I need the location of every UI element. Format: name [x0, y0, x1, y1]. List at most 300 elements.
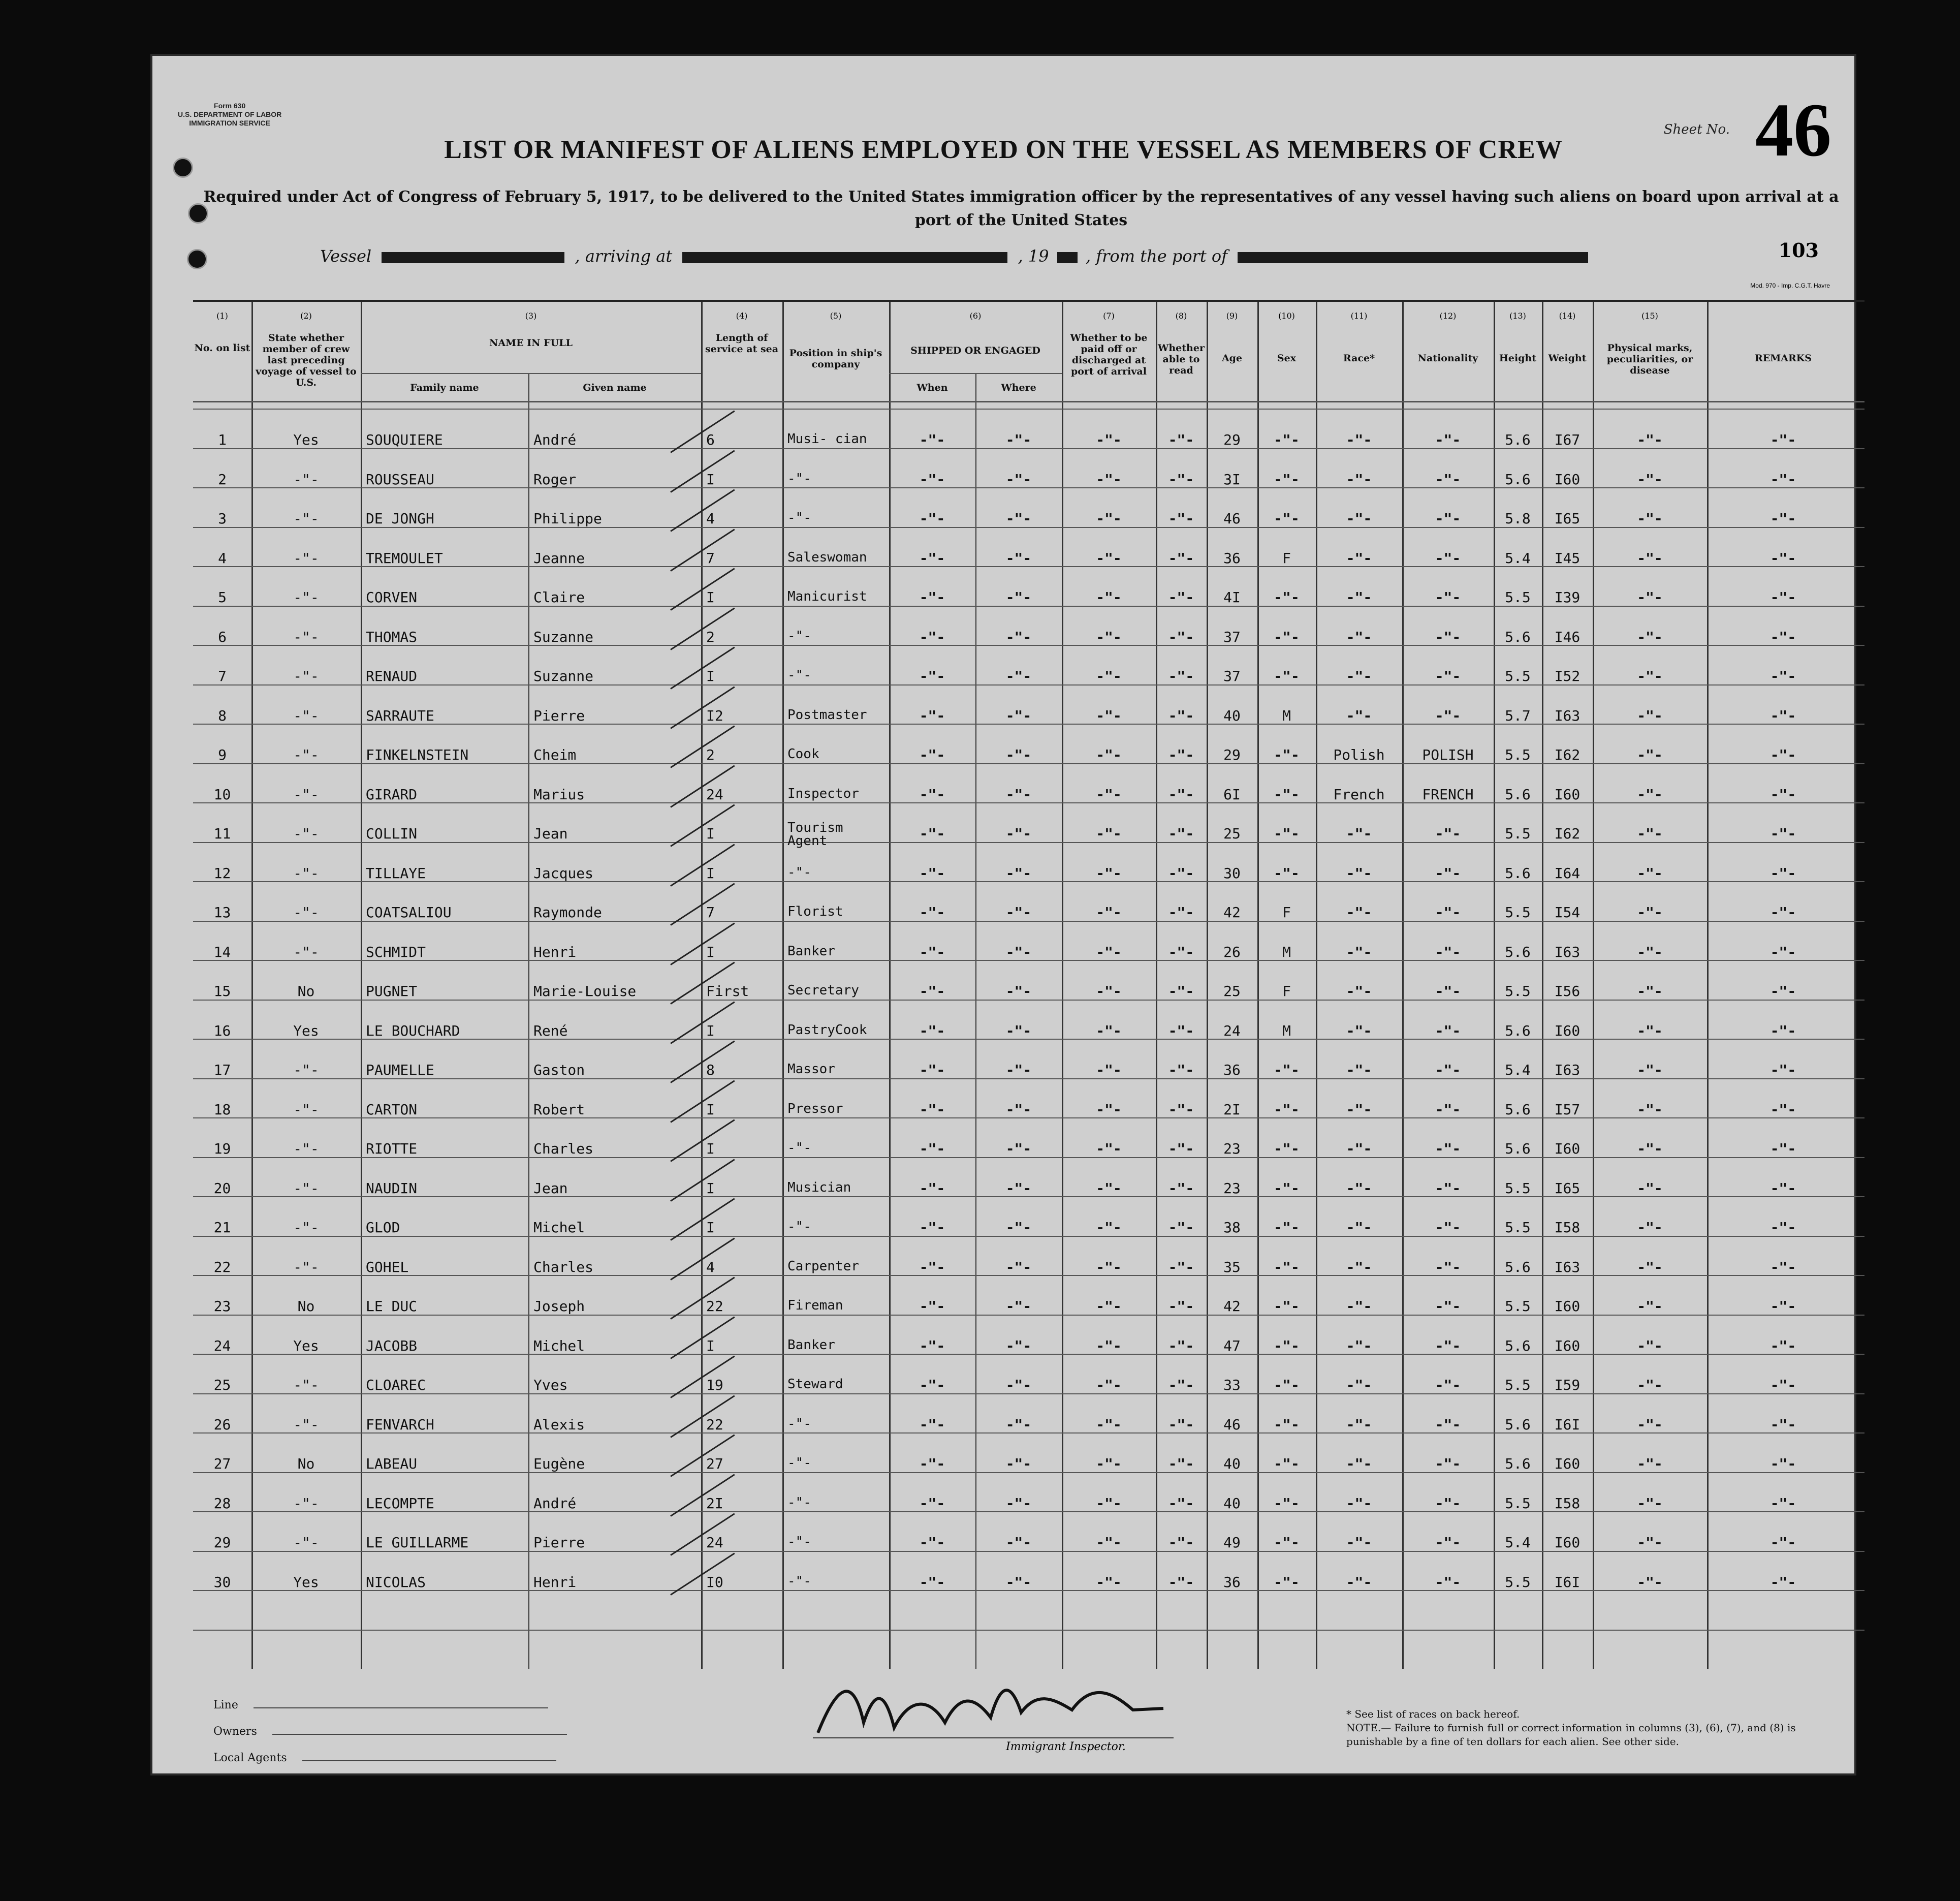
header-physical-marks: Physical marks, peculiarities, or disease: [1606, 342, 1693, 376]
height: 5.5: [1505, 983, 1531, 1000]
header-where: Where: [1001, 382, 1036, 393]
ditto-mark: -"-: [1435, 1573, 1461, 1591]
ditto-mark: -"-: [1168, 1377, 1194, 1393]
given-name: Michel: [533, 1337, 585, 1354]
family-name: ROUSSEAU: [366, 471, 434, 488]
given-name: Roger: [533, 471, 577, 488]
ditto-mark: -"-: [1346, 1416, 1372, 1433]
previous-voyage: -"-: [293, 1179, 319, 1197]
ditto-mark: -"-: [1005, 1534, 1032, 1551]
ditto-mark: -"-: [1770, 510, 1796, 527]
ditto-mark: -"-: [919, 628, 945, 645]
row-number: 7: [218, 668, 227, 684]
position: -"-: [787, 1416, 811, 1431]
ditto-mark: -"-: [1274, 1377, 1300, 1393]
ditto-mark: -"-: [1005, 746, 1032, 763]
weight: I58: [1554, 1219, 1580, 1236]
ditto-mark: -"-: [919, 1140, 945, 1157]
column-number: (3): [525, 311, 537, 321]
position: -"-: [787, 471, 811, 486]
header-previous-voyage: State whether member of crew last preceding voyage of vessel to U.S.: [256, 332, 357, 388]
sex: F: [1282, 983, 1291, 1000]
previous-voyage: -"-: [293, 1416, 319, 1433]
ditto-mark: -"-: [1096, 549, 1122, 567]
age: 33: [1223, 1377, 1241, 1393]
race: French: [1333, 786, 1385, 803]
length-of-service: I: [706, 589, 715, 606]
ditto-mark: -"-: [1168, 904, 1194, 921]
ditto-mark: -"-: [1168, 549, 1194, 567]
given-name: Claire: [533, 589, 585, 606]
row-rule: [193, 401, 1864, 402]
sex: M: [1282, 943, 1291, 960]
ditto-mark: -"-: [1274, 1140, 1300, 1157]
column-rule: [782, 302, 784, 1669]
row-number: 28: [213, 1494, 231, 1512]
ditto-mark: -"-: [1168, 1062, 1194, 1078]
given-name: Robert: [533, 1101, 585, 1118]
position: Saleswoman: [787, 549, 867, 565]
family-name: GIRARD: [366, 786, 418, 803]
ditto-mark: -"-: [1005, 1573, 1032, 1591]
family-name: LECOMPTE: [366, 1494, 434, 1512]
ditto-mark: -"-: [919, 1377, 945, 1393]
ditto-mark: -"-: [1346, 589, 1372, 606]
length-of-service: 6: [706, 431, 715, 448]
ditto-mark: -"-: [1346, 904, 1372, 921]
ditto-mark: -"-: [1637, 904, 1663, 921]
column-number: (9): [1226, 311, 1238, 321]
column-rule: [701, 302, 703, 1669]
ditto-mark: -"-: [1096, 1455, 1122, 1472]
ditto-mark: -"-: [1274, 1573, 1300, 1591]
length-of-service: I: [706, 825, 715, 842]
given-name: Marie-Louise: [533, 983, 637, 1000]
family-name: LABEAU: [366, 1455, 418, 1472]
ditto-mark: -"-: [919, 1298, 945, 1315]
header-able-to-read: Whether able to read: [1158, 342, 1205, 376]
family-name: PUGNET: [366, 983, 418, 1000]
form-number: Form 630: [214, 102, 246, 110]
age: 37: [1223, 668, 1241, 684]
previous-voyage: -"-: [293, 1377, 319, 1393]
weight: I56: [1554, 983, 1580, 1000]
ditto-mark: -"-: [1637, 1101, 1663, 1118]
family-name: TILLAYE: [366, 864, 426, 882]
given-name: Marius: [533, 786, 585, 803]
arriving-label: , arriving at: [575, 246, 673, 266]
agents-underline: [302, 1760, 556, 1761]
age: 23: [1223, 1179, 1241, 1197]
row-number: 9: [218, 746, 227, 763]
ditto-mark: -"-: [1637, 1179, 1663, 1197]
ditto-mark: -"-: [1005, 786, 1032, 803]
row-number: 30: [213, 1573, 231, 1591]
ditto-mark: -"-: [1770, 589, 1796, 606]
ditto-mark: -"-: [1346, 864, 1372, 882]
age: 25: [1223, 983, 1241, 1000]
ditto-mark: -"-: [1770, 1455, 1796, 1472]
ditto-mark: -"-: [1274, 1337, 1300, 1354]
height: 5.5: [1505, 1179, 1531, 1197]
owners-label: Owners: [213, 1725, 257, 1738]
ditto-mark: -"-: [1096, 864, 1122, 882]
ditto-mark: -"-: [1168, 1140, 1194, 1157]
ditto-mark: -"-: [1346, 1573, 1372, 1591]
ditto-mark: -"-: [1005, 1219, 1032, 1236]
length-of-service: I: [706, 1101, 715, 1118]
ditto-mark: -"-: [1770, 1219, 1796, 1236]
subtitle-line-1: Required under Act of Congress of February 5, 1917, to be delivered to the United States immigration officer by the representatives of any vessel having such aliens on board upon arrival at a: [203, 188, 1839, 206]
family-name: CLOAREC: [366, 1377, 426, 1393]
age: 26: [1223, 943, 1241, 960]
ditto-mark: -"-: [1168, 1022, 1194, 1039]
age: 47: [1223, 1337, 1241, 1354]
weight: I63: [1554, 943, 1580, 960]
height: 5.6: [1505, 1258, 1531, 1275]
footer-labels: [213, 1692, 567, 1771]
ditto-mark: -"-: [1346, 1494, 1372, 1512]
family-name: SARRAUTE: [366, 707, 434, 724]
agents-field: [213, 1745, 567, 1771]
length-of-service: 22: [706, 1416, 723, 1433]
owners-underline: [272, 1734, 567, 1735]
weight: I65: [1554, 1179, 1580, 1197]
row-number: 29: [213, 1534, 231, 1551]
family-name: NICOLAS: [366, 1573, 426, 1591]
height: 5.4: [1505, 549, 1531, 567]
ditto-mark: -"-: [1770, 864, 1796, 882]
previous-voyage: -"-: [293, 904, 319, 921]
height: 5.5: [1505, 589, 1531, 606]
ditto-mark: -"-: [1005, 864, 1032, 882]
given-name: Suzanne: [533, 628, 594, 645]
position: Carpenter: [787, 1258, 859, 1274]
ditto-mark: -"-: [919, 431, 945, 448]
position: -"-: [787, 1534, 811, 1549]
header-length-of-service: Length of service at sea: [705, 332, 779, 355]
ditto-mark: -"-: [1770, 1377, 1796, 1393]
ditto-mark: -"-: [1435, 1337, 1461, 1354]
year-label: , 19: [1018, 246, 1049, 266]
ditto-mark: -"-: [1346, 1337, 1372, 1354]
ditto-mark: -"-: [1637, 1140, 1663, 1157]
ditto-mark: -"-: [1346, 549, 1372, 567]
ditto-mark: -"-: [1005, 1062, 1032, 1078]
length-of-service: I: [706, 668, 715, 684]
height: 5.6: [1505, 1101, 1531, 1118]
weight: I62: [1554, 825, 1580, 842]
ditto-mark: -"-: [1346, 1101, 1372, 1118]
ditto-mark: -"-: [1435, 1258, 1461, 1275]
age: 4I: [1223, 589, 1241, 606]
given-name: Jean: [533, 825, 568, 842]
position: -"-: [787, 628, 811, 644]
row-number: 26: [213, 1416, 231, 1433]
position: Inspector: [787, 786, 859, 801]
subtitle: [183, 185, 1859, 232]
ditto-mark: -"-: [1346, 1258, 1372, 1275]
position: Steward: [787, 1377, 843, 1392]
ditto-mark: -"-: [1096, 943, 1122, 960]
ditto-mark: -"-: [1005, 628, 1032, 645]
penalty-note: NOTE.— Failure to furnish full or correct information in columns (3), (6), (7), and (8) is punishable by a fine of ten dollars for each alien. See other side.: [1346, 1722, 1796, 1748]
row-number: 8: [218, 707, 227, 724]
ditto-mark: -"-: [1096, 1416, 1122, 1433]
age: 36: [1223, 549, 1241, 567]
ditto-mark: -"-: [1168, 786, 1194, 803]
weight: I64: [1554, 864, 1580, 882]
ditto-mark: -"-: [1770, 786, 1796, 803]
ditto-mark: -"-: [1346, 1298, 1372, 1315]
previous-voyage: -"-: [293, 707, 319, 724]
height: 5.5: [1505, 668, 1531, 684]
weight: I63: [1554, 1258, 1580, 1275]
line-label: Line: [213, 1699, 238, 1711]
length-of-service: 7: [706, 904, 715, 921]
header-remarks: REMARKS: [1754, 353, 1812, 364]
family-name: LE DUC: [366, 1298, 418, 1315]
family-name: RENAUD: [366, 668, 418, 684]
row-rule: [193, 409, 1864, 410]
ditto-mark: -"-: [1005, 1416, 1032, 1433]
family-name: GOHEL: [366, 1258, 409, 1275]
previous-voyage: -"-: [293, 943, 319, 960]
previous-voyage: -"-: [293, 510, 319, 527]
ditto-mark: -"-: [919, 1022, 945, 1039]
age: 30: [1223, 864, 1241, 882]
row-number: 5: [218, 589, 227, 606]
ditto-mark: -"-: [1435, 1534, 1461, 1551]
ditto-mark: -"-: [919, 904, 945, 921]
row-number: 25: [213, 1377, 231, 1393]
subtitle-line-2: port of the United States: [914, 211, 1128, 229]
length-of-service: 4: [706, 510, 715, 527]
weight: I60: [1554, 1455, 1580, 1472]
weight: I60: [1554, 1534, 1580, 1551]
previous-voyage: -"-: [293, 1140, 319, 1157]
sheet-number: 46: [1755, 88, 1831, 172]
ditto-mark: -"-: [1096, 1534, 1122, 1551]
ditto-mark: -"-: [1435, 825, 1461, 842]
ditto-mark: -"-: [1005, 1298, 1032, 1315]
ditto-mark: -"-: [1274, 825, 1300, 842]
ditto-mark: -"-: [1770, 549, 1796, 567]
sex: M: [1282, 1022, 1291, 1039]
header-family-name: Family name: [410, 382, 479, 393]
ditto-mark: -"-: [1274, 1101, 1300, 1118]
given-name: André: [533, 431, 577, 448]
family-name: SCHMIDT: [366, 943, 426, 960]
family-name: NAUDIN: [366, 1179, 418, 1197]
ditto-mark: -"-: [1770, 1022, 1796, 1039]
ditto-mark: -"-: [1096, 746, 1122, 763]
ditto-mark: -"-: [1096, 904, 1122, 921]
height: 5.6: [1505, 1022, 1531, 1039]
given-name: Jacques: [533, 864, 594, 882]
agents-label: Local Agents: [213, 1752, 287, 1764]
given-name: Henri: [533, 943, 577, 960]
height: 5.4: [1505, 1534, 1531, 1551]
ditto-mark: -"-: [1096, 1022, 1122, 1039]
age: 40: [1223, 707, 1241, 724]
row-number: 3: [218, 510, 227, 527]
ditto-mark: -"-: [1005, 1494, 1032, 1512]
ditto-mark: -"-: [1770, 628, 1796, 645]
ditto-mark: -"-: [1637, 668, 1663, 684]
ditto-mark: -"-: [1435, 1101, 1461, 1118]
ditto-mark: -"-: [1274, 471, 1300, 488]
ditto-mark: -"-: [1168, 1179, 1194, 1197]
weight: I52: [1554, 668, 1580, 684]
given-name: Jean: [533, 1179, 568, 1197]
ditto-mark: -"-: [1770, 1416, 1796, 1433]
ditto-mark: -"-: [1096, 589, 1122, 606]
height: 5.6: [1505, 1416, 1531, 1433]
ditto-mark: -"-: [1637, 1494, 1663, 1512]
previous-voyage: -"-: [293, 668, 319, 684]
family-name: LE BOUCHARD: [366, 1022, 460, 1039]
ditto-mark: -"-: [1274, 510, 1300, 527]
previous-voyage: -"-: [293, 1258, 319, 1275]
header-age: Age: [1221, 353, 1243, 364]
ditto-mark: -"-: [1168, 1494, 1194, 1512]
column-number: (15): [1641, 311, 1658, 321]
ditto-mark: -"-: [919, 983, 945, 1000]
ditto-mark: -"-: [1005, 1022, 1032, 1039]
length-of-service: I0: [706, 1573, 723, 1591]
age: 40: [1223, 1494, 1241, 1512]
sheet-number-label: Sheet No.: [1663, 122, 1730, 137]
column-number: (7): [1103, 311, 1115, 321]
ditto-mark: -"-: [919, 668, 945, 684]
ditto-mark: -"-: [1096, 1258, 1122, 1275]
age: 46: [1223, 1416, 1241, 1433]
previous-voyage: Yes: [293, 1022, 319, 1039]
length-of-service: 2: [706, 746, 715, 763]
weight: I62: [1554, 746, 1580, 763]
age: 23: [1223, 1140, 1241, 1157]
ditto-mark: -"-: [1168, 471, 1194, 488]
row-number: 17: [213, 1062, 231, 1078]
column-rule: [975, 373, 976, 1669]
ditto-mark: -"-: [1346, 1062, 1372, 1078]
column-number: (14): [1559, 311, 1576, 321]
row-number: 18: [213, 1101, 231, 1118]
given-name: Pierre: [533, 707, 585, 724]
given-name: Pierre: [533, 1534, 585, 1551]
family-name: PAUMELLE: [366, 1062, 434, 1078]
ditto-mark: -"-: [1435, 510, 1461, 527]
position: -"-: [787, 510, 811, 525]
ditto-mark: -"-: [1637, 471, 1663, 488]
inspector-label: Immigrant Inspector.: [1006, 1740, 1126, 1753]
previous-voyage: -"-: [293, 1219, 319, 1236]
ditto-mark: -"-: [1274, 1416, 1300, 1433]
ditto-mark: -"-: [1096, 1337, 1122, 1354]
ditto-mark: -"-: [1637, 1022, 1663, 1039]
ditto-mark: -"-: [1168, 589, 1194, 606]
ditto-mark: -"-: [1168, 628, 1194, 645]
ditto-mark: -"-: [1346, 825, 1372, 842]
age: 3I: [1223, 471, 1241, 488]
ditto-mark: -"-: [1346, 510, 1372, 527]
form-identifier: [178, 102, 281, 128]
ditto-mark: -"-: [1435, 943, 1461, 960]
ditto-mark: -"-: [1096, 983, 1122, 1000]
family-name: GLOD: [366, 1219, 400, 1236]
ditto-mark: -"-: [1435, 1219, 1461, 1236]
ditto-mark: -"-: [1346, 431, 1372, 448]
ditto-mark: -"-: [1005, 549, 1032, 567]
ditto-mark: -"-: [919, 1573, 945, 1591]
ditto-mark: -"-: [1637, 1258, 1663, 1275]
ditto-mark: -"-: [1346, 668, 1372, 684]
family-name: DE JONGH: [366, 510, 434, 527]
height: 5.5: [1505, 1298, 1531, 1315]
age: 24: [1223, 1022, 1241, 1039]
ditto-mark: -"-: [1435, 589, 1461, 606]
ditto-mark: -"-: [1168, 1534, 1194, 1551]
position: Pressor: [787, 1101, 843, 1116]
ditto-mark: -"-: [1274, 1455, 1300, 1472]
ditto-mark: -"-: [1168, 983, 1194, 1000]
ditto-mark: -"-: [1168, 825, 1194, 842]
ditto-mark: -"-: [1168, 431, 1194, 448]
family-name: FENVARCH: [366, 1416, 434, 1433]
previous-voyage: Yes: [293, 1573, 319, 1591]
ditto-mark: -"-: [1346, 1377, 1372, 1393]
previous-voyage: -"-: [293, 1101, 319, 1118]
previous-voyage: No: [297, 983, 315, 1000]
ditto-mark: -"-: [1637, 943, 1663, 960]
ditto-mark: -"-: [1637, 864, 1663, 882]
ditto-mark: -"-: [1274, 746, 1300, 763]
ditto-mark: -"-: [919, 471, 945, 488]
ditto-mark: -"-: [1005, 510, 1032, 527]
ditto-mark: -"-: [1770, 1258, 1796, 1275]
ditto-mark: -"-: [1435, 1494, 1461, 1512]
previous-voyage: -"-: [293, 1494, 319, 1512]
header-height: Height: [1499, 353, 1537, 364]
ditto-mark: -"-: [1435, 707, 1461, 724]
ditto-mark: -"-: [1346, 1179, 1372, 1197]
arrival-port-redacted: [682, 252, 1007, 263]
given-name: Suzanne: [533, 668, 594, 684]
header-nationality: Nationality: [1417, 353, 1478, 364]
row-number: 24: [213, 1337, 231, 1354]
ditto-mark: -"-: [1005, 1179, 1032, 1197]
family-name: COLLIN: [366, 825, 418, 842]
department-name: U.S. DEPARTMENT OF LABOR: [178, 110, 282, 118]
race: Polish: [1333, 746, 1385, 763]
ditto-mark: -"-: [1770, 1101, 1796, 1118]
ditto-mark: -"-: [1005, 1377, 1032, 1393]
ditto-mark: -"-: [1005, 943, 1032, 960]
age: 49: [1223, 1534, 1241, 1551]
weight: I60: [1554, 786, 1580, 803]
weight: I58: [1554, 1494, 1580, 1512]
given-name: Eugène: [533, 1455, 585, 1472]
ditto-mark: -"-: [1770, 746, 1796, 763]
ditto-mark: -"-: [1770, 1337, 1796, 1354]
from-port-label: , from the port of: [1085, 246, 1228, 266]
weight: I67: [1554, 431, 1580, 448]
weight: I59: [1554, 1377, 1580, 1393]
ditto-mark: -"-: [1168, 1455, 1194, 1472]
ditto-mark: -"-: [1005, 1258, 1032, 1275]
weight: I60: [1554, 1140, 1580, 1157]
